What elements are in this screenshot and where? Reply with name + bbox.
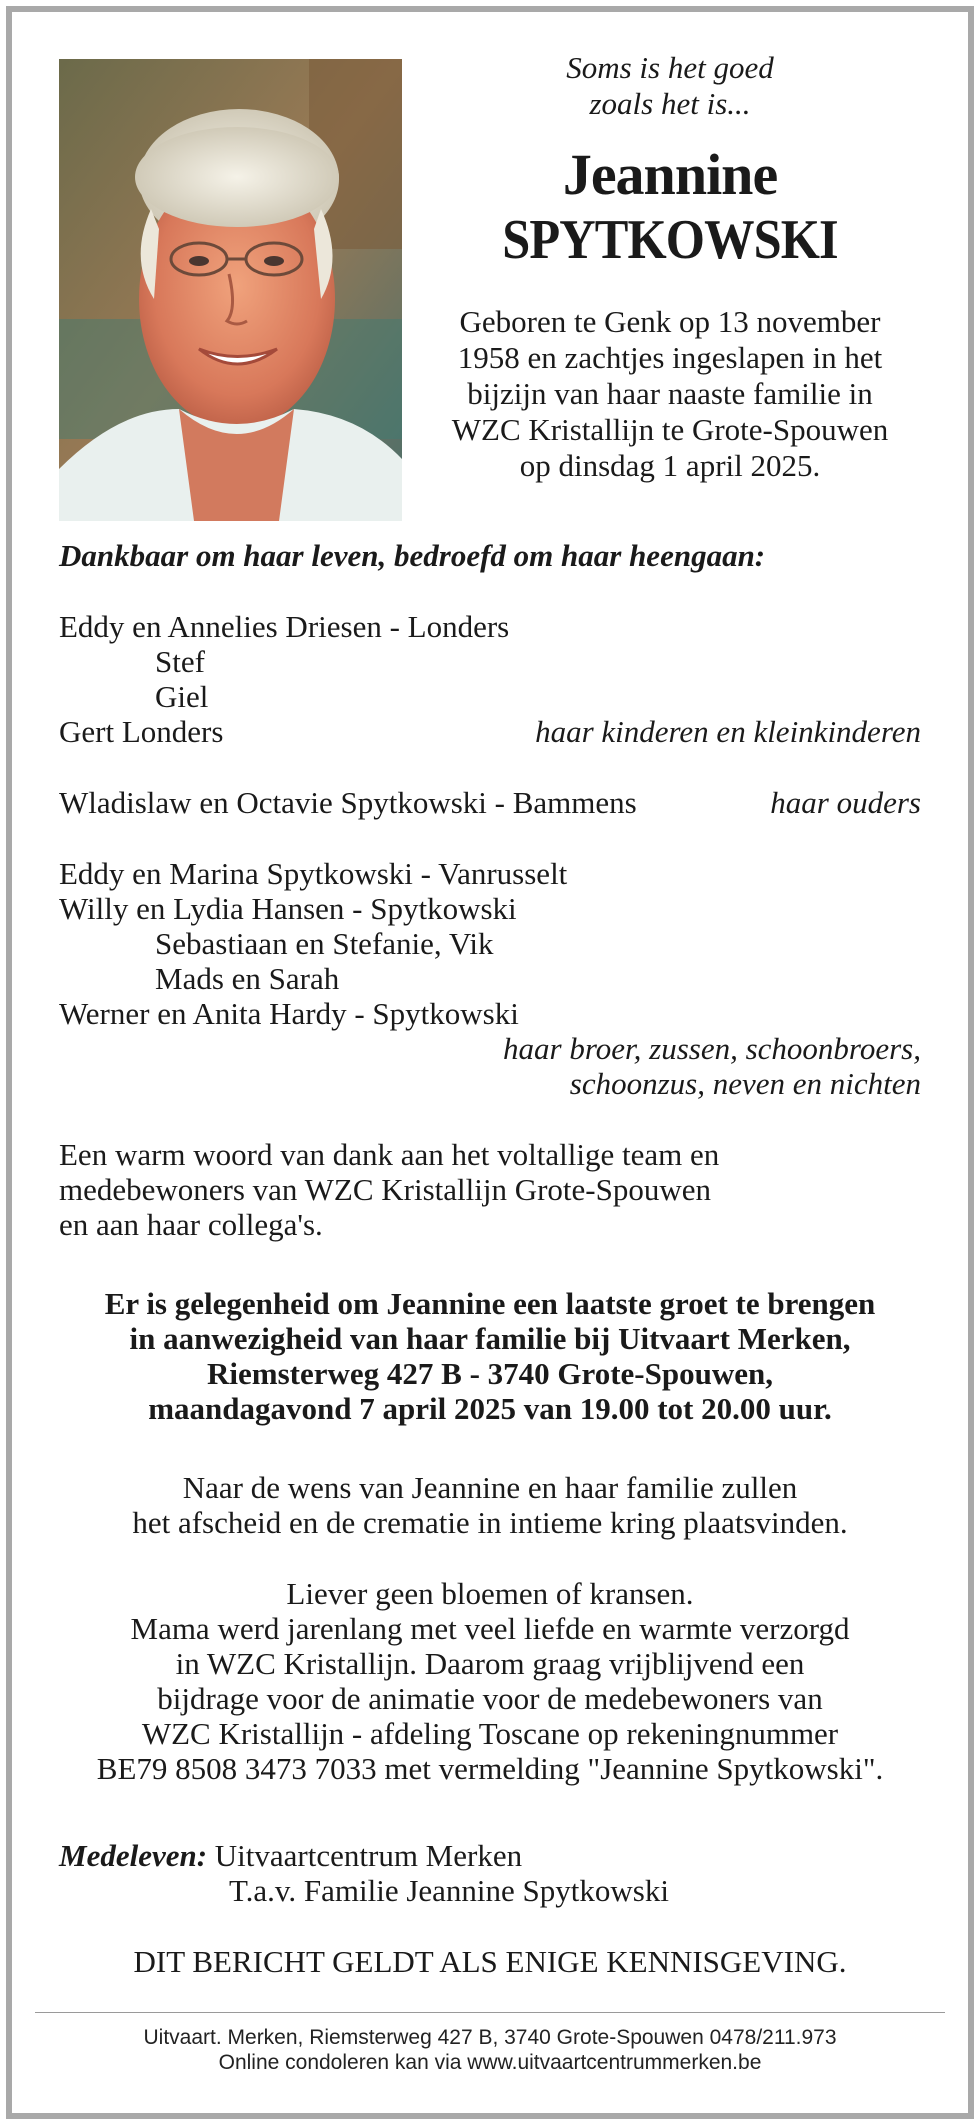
flowers-line: bijdrage voor de animatie voor de medebewoners van	[157, 1681, 823, 1716]
footer-website: Online condoleren kan via www.uitvaartcentrummerken.be	[218, 2051, 762, 2074]
visitation-line: Er is gelegenheid om Jeannine een laatste groet te brengen	[104, 1286, 876, 1321]
flowers-line: Mama werd jarenlang met veel liefde en warmte verzorgd	[130, 1611, 850, 1646]
obituary-body	[59, 538, 921, 1979]
family-row	[59, 996, 921, 1031]
family-name: Eddy en Marina Spytkowski - Vanrusselt	[59, 856, 568, 891]
footer-address: Uitvaart. Merken, Riemsterweg 427 B, 3740 Grote-Spouwen 0478/211.973	[143, 2026, 837, 2049]
thanks-heading: Dankbaar om haar leven, bedroefd om haar heengaan:	[59, 538, 766, 573]
visitation-info	[59, 1286, 921, 1426]
header-block	[420, 50, 920, 484]
condolences-line-2: T.a.v. Familie Jeannine Spytkowski	[229, 1873, 669, 1908]
family-name: Willy en Lydia Hansen - Spytkowski	[59, 891, 517, 926]
family-name: Gert Londers	[59, 714, 224, 749]
flowers-text	[59, 1576, 921, 1786]
family-name: Giel	[155, 679, 209, 714]
thanks-team	[59, 1137, 921, 1242]
motto-line-2: zoals het is...	[589, 86, 751, 121]
visitation-line: in aanwezigheid van haar familie bij Uitvaart Merken,	[129, 1321, 851, 1356]
wish-text	[59, 1470, 921, 1540]
portrait-photo	[59, 59, 402, 521]
family-row	[59, 644, 921, 679]
family-relation: haar kinderen en kleinkinderen	[535, 714, 921, 749]
footer-divider	[35, 2012, 945, 2013]
notice-text: DIT BERICHT GELDT ALS ENIGE KENNISGEVING.	[133, 1944, 847, 1979]
family-row	[59, 785, 921, 820]
family-name: Eddy en Annelies Driesen - Londers	[59, 609, 510, 644]
thanks-team-line: medebewoners van WZC Kristallijn Grote-Spouwen	[59, 1172, 711, 1207]
visitation-line: Riemsterweg 427 B - 3740 Grote-Spouwen,	[207, 1356, 773, 1391]
family-row	[59, 714, 921, 749]
born-line: Geboren te Genk op 13 november	[459, 304, 881, 339]
born-line: 1958 en zachtjes ingeslapen in het	[457, 340, 883, 375]
wish-line: het afscheid en de crematie in intieme kring plaatsvinden.	[132, 1505, 848, 1540]
born-line: bijzijn van haar naaste familie in	[467, 376, 873, 411]
flowers-line: Liever geen bloemen of kransen.	[286, 1576, 694, 1611]
family-row	[59, 609, 921, 644]
family-list	[59, 609, 921, 1101]
condolences-line-1: Uitvaartcentrum Merken	[214, 1838, 523, 1873]
flowers-line: in WZC Kristallijn. Daarom graag vrijblijvend een	[175, 1646, 805, 1681]
flowers-line: BE79 8508 3473 7033 met vermelding "Jeannine Spytkowski".	[96, 1751, 884, 1786]
family-row	[59, 961, 921, 996]
condolences-label: Medeleven:	[59, 1838, 208, 1873]
family-relation: haar ouders	[770, 785, 921, 820]
thanks-team-line: Een warm woord van dank aan het voltallige team en	[59, 1137, 720, 1172]
family-name: Mads en Sarah	[155, 961, 340, 996]
footer	[0, 2025, 980, 2075]
family-name: Sebastiaan en Stefanie, Vik	[155, 926, 494, 961]
family-name: Stef	[155, 644, 205, 679]
family-name: Wladislaw en Octavie Spytkowski - Bammens	[59, 785, 637, 820]
condolences-block	[59, 1838, 921, 1908]
first-name: Jeannine	[562, 142, 778, 207]
birth-death-text	[420, 304, 920, 484]
last-name: SPYTKOWSKI	[502, 209, 838, 271]
visitation-line: maandagavond 7 april 2025 van 19.00 tot 20.00 uur.	[148, 1391, 832, 1426]
family-row	[59, 856, 921, 891]
born-line: WZC Kristallijn te Grote-Spouwen	[451, 412, 889, 447]
wish-line: Naar de wens van Jeannine en haar familie zullen	[182, 1470, 798, 1505]
family-name: Werner en Anita Hardy - Spytkowski	[59, 996, 519, 1031]
motto-line-1: Soms is het goed	[566, 50, 774, 85]
family-relation: schoonzus, neven en nichten	[569, 1066, 921, 1101]
thanks-team-line: en aan haar collega's.	[59, 1207, 323, 1242]
born-line: op dinsdag 1 april 2025.	[519, 448, 821, 483]
flowers-line: WZC Kristallijn - afdeling Toscane op rekeningnummer	[141, 1716, 839, 1751]
family-row	[59, 891, 921, 926]
family-row	[59, 679, 921, 714]
family-row	[59, 926, 921, 961]
family-relation: haar broer, zussen, schoonbroers,	[503, 1031, 921, 1066]
